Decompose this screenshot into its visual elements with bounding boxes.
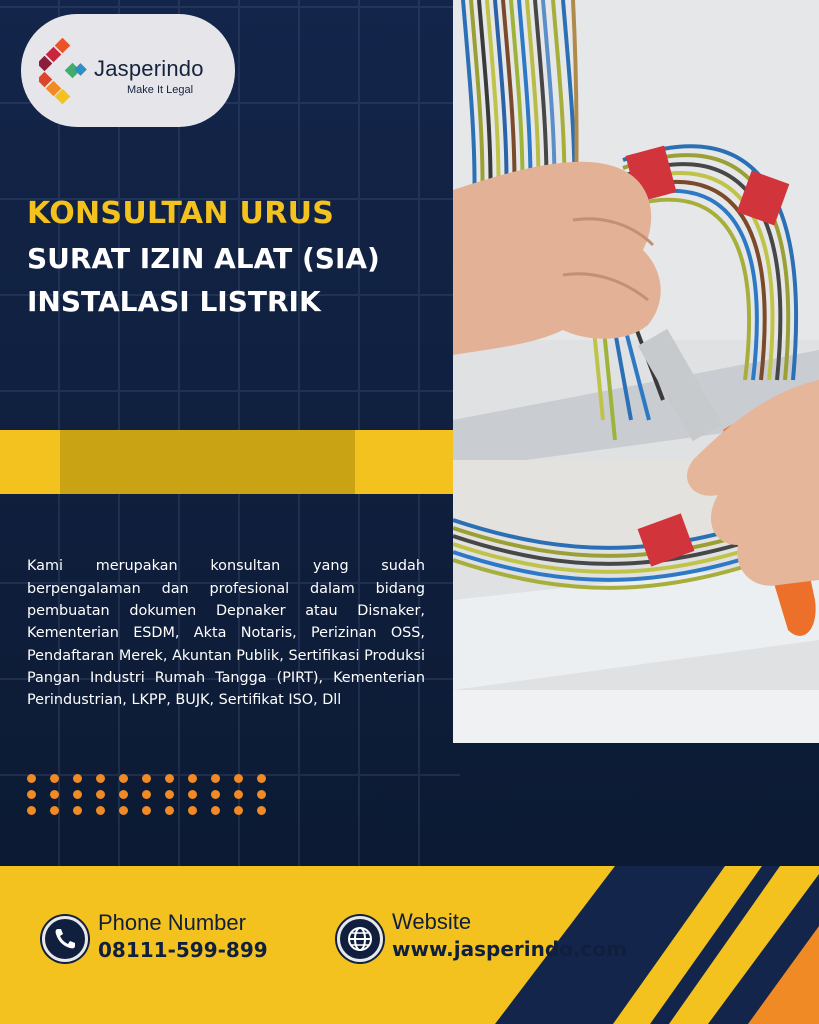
decorative-dot <box>96 790 105 799</box>
footer <box>0 866 819 1024</box>
logo-tagline: Make It Legal <box>127 84 194 96</box>
globe-icon <box>337 916 383 962</box>
decorative-dot <box>257 774 266 783</box>
electrician-photo <box>453 0 819 743</box>
headline-line-2: SURAT IZIN ALAT (SIA) <box>27 242 380 275</box>
website-label: Website <box>392 909 472 934</box>
decorative-dot <box>211 774 220 783</box>
decorative-dot <box>257 790 266 799</box>
decorative-dot <box>50 806 59 815</box>
phone-icon <box>42 916 88 962</box>
decorative-dot <box>50 774 59 783</box>
decorative-dot <box>211 790 220 799</box>
hands-cutting-electrical-wires-icon <box>453 0 819 743</box>
description-text: Kami merupakan konsultan yang sudah berpengalaman dan profesional dalam bidang pembuatan dokumen Depnaker atau Disnaker, Kementerian ESDM, Akta Notaris, Perizinan OSS, Pendaftaran Merek, Akuntan Publik, Sertifikasi Produksi Pangan Industri Rumah Tangga (PIRT), Kementerian Perindustrian, LKPP, BUJK, Sertifikat ISO, Dll <box>27 558 425 709</box>
accent-band-inner <box>60 430 355 494</box>
decorative-dot <box>73 790 82 799</box>
decorative-dot <box>27 806 36 815</box>
decorative-dot <box>234 774 243 783</box>
headline-line-1: KONSULTAN URUS <box>27 196 335 231</box>
decorative-dot <box>119 790 128 799</box>
logo-badge <box>21 14 235 127</box>
decorative-dot-grid <box>27 774 277 822</box>
decorative-dot <box>188 806 197 815</box>
headline-line-3: INSTALASI LISTRIK <box>27 285 321 318</box>
decorative-dot <box>27 790 36 799</box>
decorative-dot <box>119 774 128 783</box>
decorative-dot <box>165 806 174 815</box>
decorative-dot <box>188 774 197 783</box>
decorative-dot <box>211 806 220 815</box>
phone-number[interactable]: 08111-599-899 <box>98 938 268 962</box>
jasperindo-logo-icon <box>39 38 87 104</box>
phone-label: Phone Number <box>98 910 246 935</box>
decorative-dot <box>234 790 243 799</box>
decorative-dot <box>234 806 243 815</box>
decorative-dot <box>50 790 59 799</box>
decorative-dot <box>119 806 128 815</box>
decorative-dot <box>27 774 36 783</box>
logo-name: Jasperindo <box>94 56 204 81</box>
decorative-dot <box>165 790 174 799</box>
decorative-dot <box>257 806 266 815</box>
decorative-dot <box>142 790 151 799</box>
decorative-dot <box>188 790 197 799</box>
website-url[interactable]: www.jasperindo.com <box>392 937 627 961</box>
decorative-dot <box>142 806 151 815</box>
decorative-dot <box>73 806 82 815</box>
decorative-dot <box>96 774 105 783</box>
decorative-dot <box>96 806 105 815</box>
decorative-dot <box>165 774 174 783</box>
decorative-dot <box>142 774 151 783</box>
decorative-dot <box>73 774 82 783</box>
